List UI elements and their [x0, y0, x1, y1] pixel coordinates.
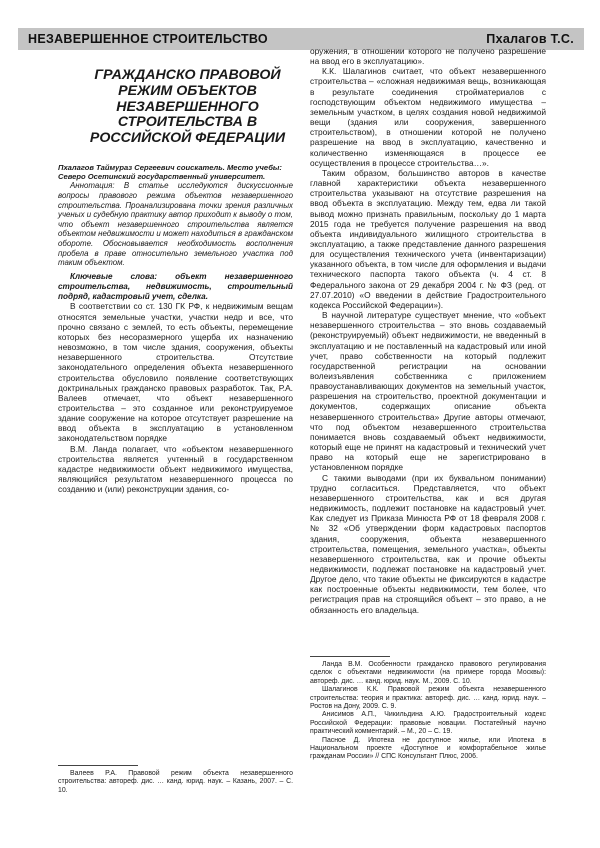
author-info: Пхалагов Таймураз Сергеевич соискатель. Место учебы: Северо Осетинский государственный университет.: [58, 162, 282, 182]
body-paragraph: С такими выводами (при их буквальном понимании) трудно согласиться. Представляется, что объект незавершенного строительства, как и вся другая недвижимость, подлежит постановке на кадастровый учет. Как следует из Приказа Минюста РФ от 18 февраля 2008 г. № 32 «Об утверждении форм кадастровых паспортов здания, сооружения, объекта незавершенного строительства, помещения, земельного участка», объекты незавершенного строительства, как и прочие объекты недвижимости, подлежат постановке на кадастровый учет. Другое дело, что такие объекты не фиксируются в кадастре как построенные объекты недвижимости, тем более, что регистрация прав на строящийся объект – это право, а не обязанность его владельца.: [310, 472, 546, 615]
annotation: Аннотация: В статье исследуются дискуссионные вопросы правового режима объектов незавершенного строительства. Проанализирована точки зрения различных ученых и судебную практику автор приходит к выводу о том, что объект незавершенного строительства является объектом недвижимости и может находиться в гражданском обороте. Обосновывается необходимость восполнения пробела в праве относительно земельного участка под таким объектом.: [58, 181, 293, 268]
footnote: Ланда В.М. Особенности гражданско правового регулирования сделок с объектами недвижимости (на примере города Москвы): автореф. дис. … канд. юрид. наук. М., 2009. С. 10.: [310, 661, 546, 685]
right-column: [310, 46, 546, 615]
body-paragraph: оружения, в отношении которого не получено разрешение на ввод его в эксплуатацию».: [310, 46, 546, 67]
body-paragraph: В соответствии со ст. 130 ГК РФ, к недвижимым вещам относятся земельные участки, участки недр и все, что прочно связано с землей, то есть объекты, перемещение которых без несоразмерного ущерба их назначению невозможно, в том числе здания, сооружения, объекты незавершенного строительства. Отсутствие законодательного определения объекта незавершенного строительства обусловило появление соответствующих доктринальных гражданско правовых разработок. Так, Р.А. Валеев отмечает, что объект незавершенного строительства – это созданное или реконструируемое здание сооружение на которое отсутствует разрешение на ввод объекта в эксплуатацию в установленном законодательством порядке: [58, 301, 293, 444]
body-paragraph: Таким образом, большинство авторов в качестве главной характеристики объекта незавершенного строительства указывают на отсутствие разрешения на ввод объекта в эксплуатацию. Между тем, едва ли такой вывод можно признать правильным, поскольку до 1 марта 2015 года не требуется получение разрешения на ввод объекта индивидуального жилищного строительства в эксплуатацию, а также представление данного разрешения для осуществления технического учета (инвентаризации) указанного объекта, в том числе для оформления и выдачи технического паспорта такого объекта (ч. 4 ст. 8 Федерального закона от 29 декабря 2004 г. № ФЗ (ред. от 27.07.2010) «О введении в действие Градостроительного кодекса Российской Федерации»).: [310, 167, 546, 310]
left-footnotes: [58, 770, 293, 795]
keywords: Ключевые слова: объект незавершенного строительства, недвижимость, строительный подряд, кадастровый учет, сделка.: [58, 271, 293, 301]
footnote: Анисимов А.П., Чикильдина А.Ю. Градостроительный кодекс Российской Федерации: правовые новации. Постатейный научно практический комментарий. – М., 20 – С. 19.: [310, 711, 546, 736]
right-footnotes: [310, 661, 546, 762]
footnote: Пасное Д. Ипотека не доступное жилье, или Ипотека в Национальном проекте «Доступное и комфортабельное жилье гражданам России» // СПС Консультант Плюс, 2006.: [310, 736, 546, 761]
running-header-author: Пхалагов Т.С.: [486, 32, 574, 46]
left-column: [58, 64, 293, 494]
footnote: Шалагинов К.К. Правовой режим объекта незавершенного строительства: теория и практика: автореф. дис. … канд. юрид. наук. – Ростов на Дону, 2009. С. 9.: [310, 686, 546, 711]
body-paragraph: В научной литературе существует мнение, что «объект незавершенного строительства – это вновь создаваемый (реконструируемый) объект недвижимости, не введенный в эксплуатацию и не поставленный на кадастровый или иной учет, право собственности на который подлежит государственной регистрации на основании волеизъявления собственника с приложением правоустанавливающих документов на земельный участок, разрешения на строительство, проектной документации и документов, содержащих описание объекта незавершенного строительства» Другие авторы отмечают, что под объектом незавершенного строительства понимается вновь создаваемый объект недвижимости, который еще не принят на кадастровый и технический учет право на который еще не зарегистрировано в установленном порядке: [310, 310, 546, 473]
running-header-section: НЕЗАВЕРШЕННОЕ СТРОИТЕЛЬСТВО: [28, 32, 268, 46]
body-paragraph: К.К. Шалагинов считает, что объект незавершенного строительства – «сложная недвижимая вещь, возникающая в результате соединения стройматериалов с господствующим объектом недвижимого имущества – земельным участком, в целях создания новой недвижимой вещи (здания или сооружения, завершенного строительством), в отношении которой не получено разрешение на ввод в эксплуатацию, качественно и количественно изменяющаяся в процессе ее осуществления в процессе строительства…».: [310, 66, 546, 168]
footnote-divider: [310, 656, 390, 657]
footnote: Валеев Р.А. Правовой режим объекта незавершенного строительства: автореф. дис. … канд. юрид. наук. – Казань, 2007. – С. 10.: [58, 770, 293, 794]
article-title: ГРАЖДАНСКО ПРАВОВОЙ РЕЖИМ ОБЪЕКТОВ НЕЗАВЕРШЕННОГО СТРОИТЕЛЬСТВА В РОССИЙСКОЙ ФЕДЕРАЦИИ: [89, 67, 286, 147]
footnote-divider: [58, 765, 138, 766]
body-paragraph: В.М. Ланда полагает, что «объектом незавершенного строительства является учтенный в государственном кадастре недвижимости объект недвижимого имущества, являющийся результатом незавершенного процесса по созданию и (или) реконструкции здания, со-: [58, 443, 293, 495]
